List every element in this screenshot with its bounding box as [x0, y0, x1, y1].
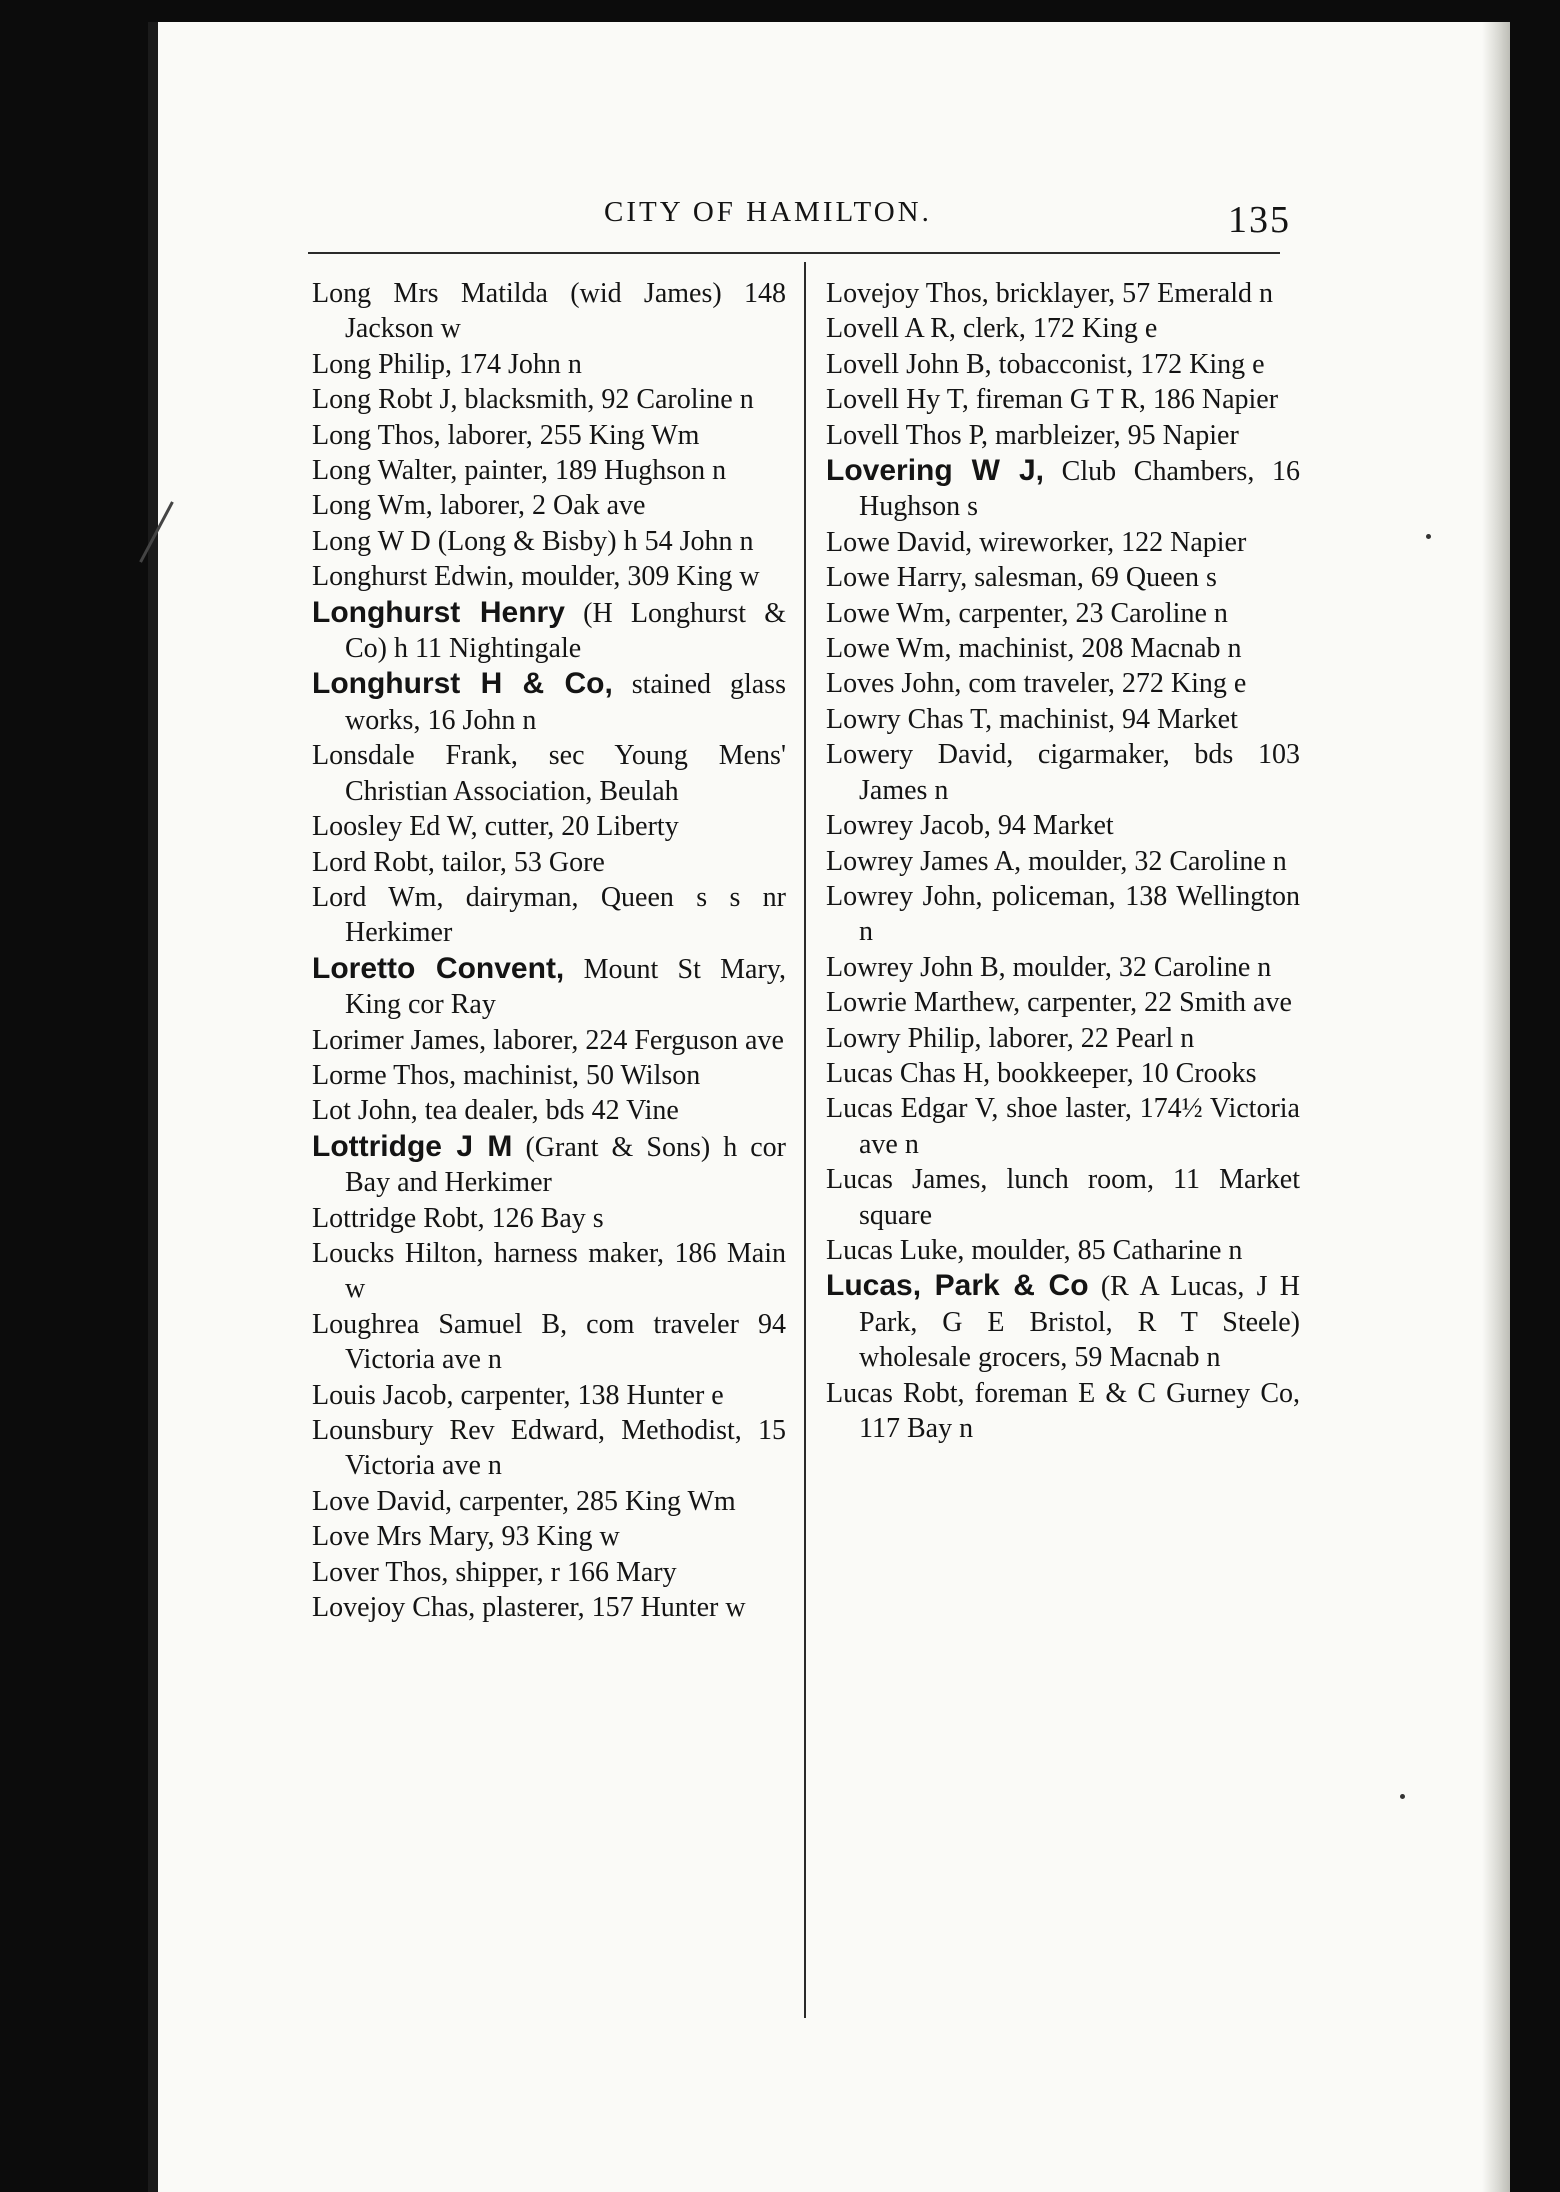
- header-rule: [308, 252, 1280, 254]
- page-number: 135: [1228, 199, 1291, 241]
- directory-entry: Long Mrs Matilda (wid James) 148 Jackson w: [312, 278, 786, 345]
- directory-entry: Lover Thos, shipper, r 166 Mary: [312, 1556, 677, 1588]
- directory-entry: Lowrey James A, moulder, 32 Caroline n: [826, 845, 1287, 877]
- directory-entry: Lonsdale Frank, sec Young Mens' Christian Association, Beulah: [312, 740, 786, 807]
- directory-entry: Lucas Robt, foreman E & C Gurney Co, 117 Bay n: [826, 1377, 1300, 1444]
- directory-entry: Lorimer James, laborer, 224 Ferguson ave: [312, 1024, 784, 1056]
- directory-entry: Lovell John B, tobacconist, 172 King e: [826, 348, 1265, 380]
- directory-entry: Long Walter, painter, 189 Hughson n: [312, 455, 727, 487]
- directory-entry: Lowe Harry, salesman, 69 Queen s: [826, 562, 1217, 594]
- directory-entry: Lowrey John B, moulder, 32 Caroline n: [826, 951, 1272, 983]
- directory-entry: Lord Wm, dairyman, Queen s s nr Herkimer: [312, 881, 786, 949]
- directory-entry: Long Robt J, blacksmith, 92 Caroline n: [312, 384, 754, 416]
- directory-entry: Lowe David, wireworker, 122 Napier: [826, 526, 1247, 558]
- directory-entry: Lovell Hy T, fireman G T R, 186 Napier: [826, 384, 1279, 416]
- directory-entry: Loucks Hilton, harness maker, 186 Main w: [312, 1237, 786, 1305]
- directory-entry: Longhurst H & Co, stained glass works, 16 John n: [312, 667, 786, 736]
- directory-entry: Lowry Chas T, machinist, 94 Market: [826, 703, 1238, 735]
- directory-entry: Lorme Thos, machinist, 50 Wilson: [312, 1059, 701, 1091]
- directory-entry: Louis Jacob, carpenter, 138 Hunter e: [312, 1379, 724, 1411]
- directory-entry: Lowrey John, policeman, 138 Wellington n: [826, 880, 1300, 948]
- directory-entry: Lovell A R, clerk, 172 King e: [826, 313, 1158, 345]
- directory-entry: Long W D (Long & Bisby) h 54 John n: [312, 525, 754, 557]
- directory-entry: Lottridge J M (Grant & Sons) h cor Bay and Herkimer: [312, 1129, 786, 1199]
- right-column: [826, 276, 1300, 1446]
- directory-entry: Lucas Luke, moulder, 85 Catharine n: [826, 1234, 1243, 1266]
- directory-entry: Lowe Wm, carpenter, 23 Caroline n: [826, 597, 1228, 629]
- directory-entry: Lucas, Park & Co (R A Lucas, J H Park, G E Bristol, R T Steele) wholesale grocers, 59 Macnab n: [826, 1269, 1300, 1374]
- directory-entry: Lovejoy Chas, plasterer, 157 Hunter w: [312, 1592, 746, 1624]
- directory-entry: Love David, carpenter, 285 King Wm: [312, 1485, 736, 1517]
- directory-entry: Lovell Thos P, marbleizer, 95 Napier: [826, 419, 1239, 451]
- page-header-title: CITY OF HAMILTON.: [604, 196, 932, 228]
- directory-entry: Longhurst Henry (H Longhurst & Co) h 11 Nightingale: [312, 595, 787, 665]
- directory-entry: Long Wm, laborer, 2 Oak ave: [312, 490, 646, 522]
- ink-speck: [1400, 1794, 1405, 1799]
- directory-entry: Loves John, com traveler, 272 King e: [826, 668, 1247, 700]
- directory-entry: Lucas James, lunch room, 11 Market square: [826, 1164, 1300, 1231]
- directory-entry: Love Mrs Mary, 93 King w: [312, 1521, 620, 1553]
- directory-entry: Lucas Edgar V, shoe laster, 174½ Victoria ave n: [826, 1093, 1300, 1160]
- directory-entry: Lowrie Marthew, carpenter, 22 Smith ave: [826, 987, 1292, 1019]
- directory-entry: Lounsbury Rev Edward, Methodist, 15 Victoria ave n: [312, 1415, 786, 1482]
- directory-entry: Lucas Chas H, bookkeeper, 10 Crooks: [826, 1057, 1257, 1089]
- directory-entry: Lovering W J, Club Chambers, 16 Hughson s: [826, 454, 1300, 523]
- directory-entry: Lot John, tea dealer, bds 42 Vine: [312, 1095, 679, 1127]
- directory-entry: Long Philip, 174 John n: [312, 348, 582, 380]
- directory-entry: Lowe Wm, machinist, 208 Macnab n: [826, 633, 1242, 665]
- page-edge-shadow: [1482, 22, 1510, 2192]
- directory-entry: Lottridge Robt, 126 Bay s: [312, 1202, 604, 1234]
- directory-entry: Lowry Philip, laborer, 22 Pearl n: [826, 1022, 1195, 1054]
- directory-entry: Loosley Ed W, cutter, 20 Liberty: [312, 811, 679, 843]
- directory-entry: Lord Robt, tailor, 53 Gore: [312, 846, 605, 878]
- directory-entry: Lowery David, cigarmaker, bds 103 James n: [826, 739, 1300, 806]
- left-column: [312, 276, 786, 1625]
- directory-entry: Lowrey Jacob, 94 Market: [826, 810, 1114, 842]
- directory-entry: Long Thos, laborer, 255 King Wm: [312, 419, 700, 451]
- directory-entry: Lovejoy Thos, bricklayer, 57 Emerald n: [826, 278, 1274, 309]
- directory-entry: Loretto Convent, Mount St Mary, King cor Ray: [312, 951, 786, 1021]
- directory-entry: Longhurst Edwin, moulder, 309 King w: [312, 561, 760, 593]
- ink-speck: [1426, 534, 1431, 539]
- column-divider: [804, 262, 806, 2018]
- directory-entry: Loughrea Samuel B, com traveler 94 Victoria ave n: [312, 1308, 786, 1376]
